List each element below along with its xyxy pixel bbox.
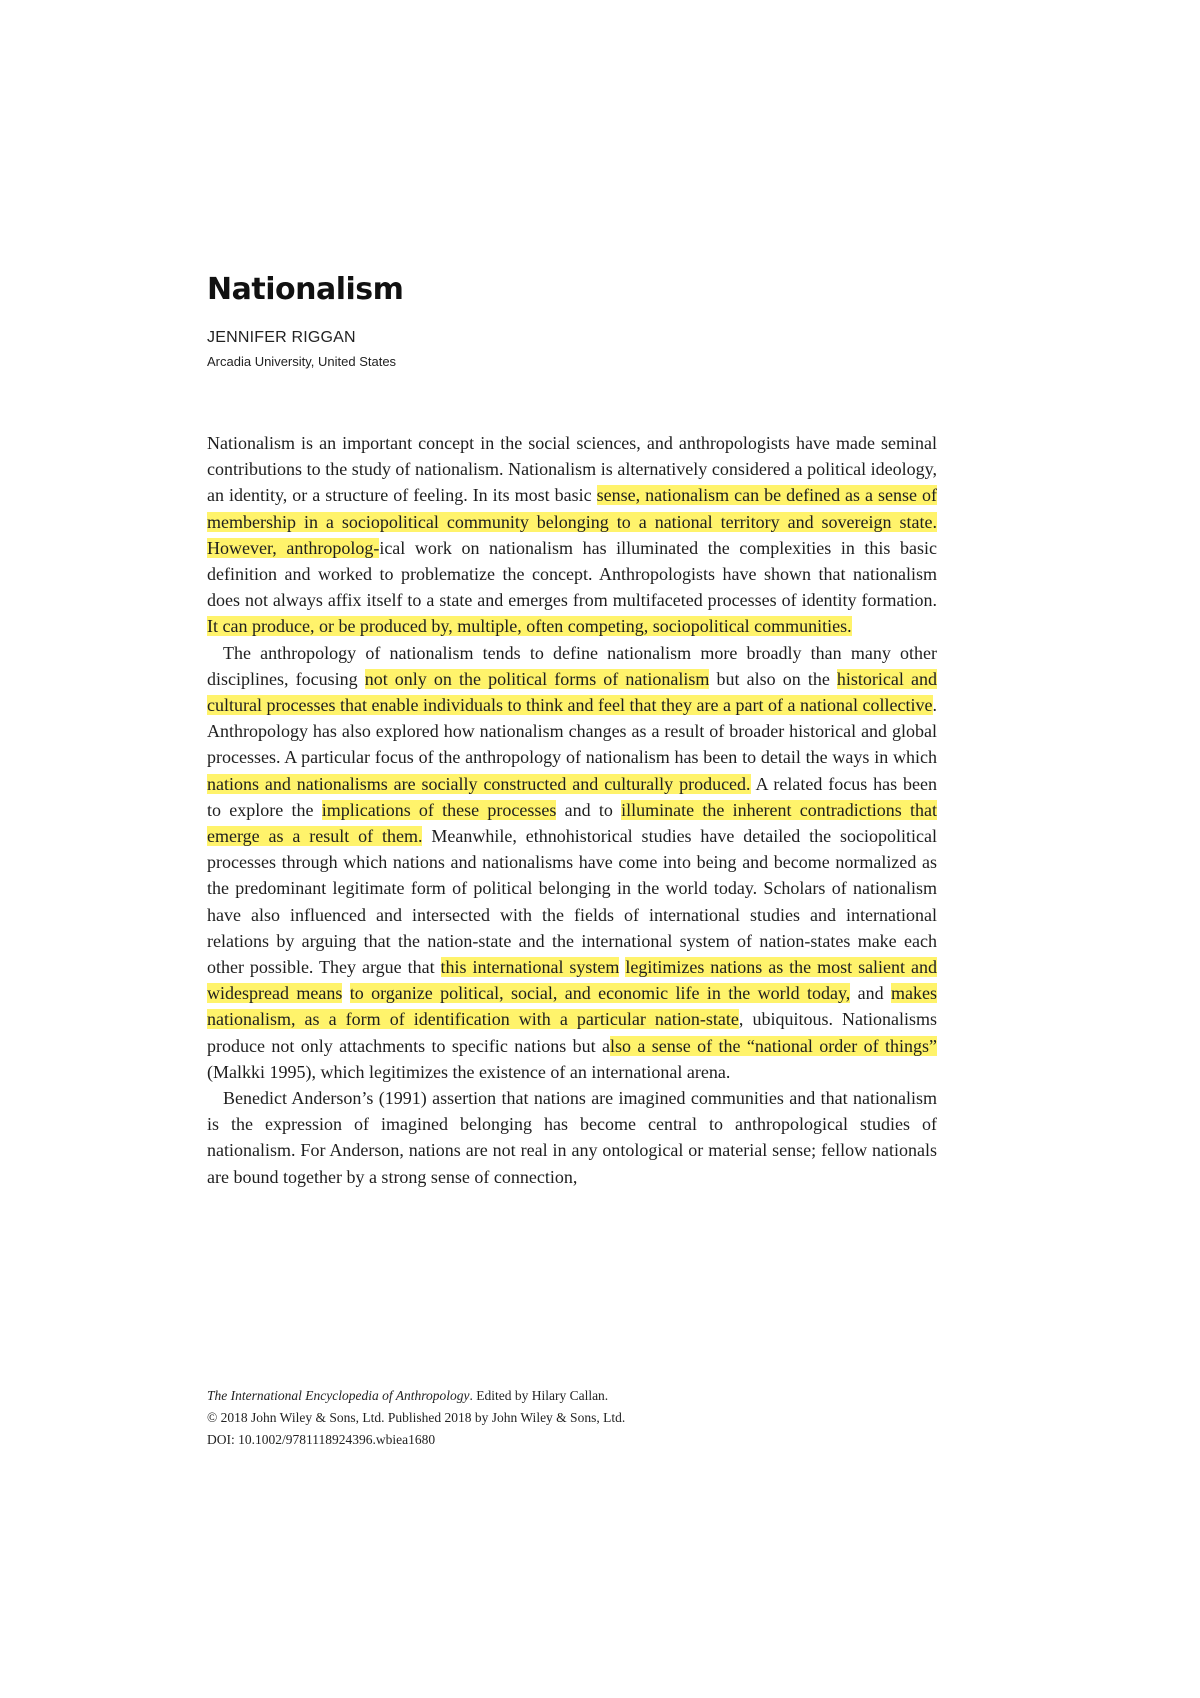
paragraph-text: A related focus has been to explore the	[207, 773, 937, 820]
paragraph-text: (Malkki 1995), which legitimizes the existence of an international arena.	[207, 1061, 731, 1082]
paragraph-text: . Anthropology has also explored how nationalism changes as a result of broader historical and global processes. A particular focus of the anthropology of nationalism has been to detail the ways in which	[207, 695, 937, 768]
paragraph-text: but also on the	[709, 668, 837, 689]
paragraph-text	[342, 983, 349, 1003]
highlighted-text: implications of these processes	[321, 799, 557, 820]
highlighted-text: nations and nationalisms are socially constructed and culturally produced.	[207, 773, 751, 794]
body-paragraph	[207, 640, 937, 1085]
book-title: The International Encyclopedia of Anthropology	[207, 1388, 470, 1403]
highlighted-text: lso a sense of the “national order of things”	[610, 1035, 937, 1056]
paragraph-text: The anthropology of nationalism tends to define nationalism more broadly than many other disciplines, focusing	[207, 642, 937, 689]
highlighted-text: It can produce, or be produced by, multiple, often competing, sociopolitical communities.	[207, 616, 852, 637]
highlighted-text: illuminate the inherent contradictions that emerge as a result of them.	[207, 799, 937, 847]
highlighted-text: sense, nationalism can be defined as a sense of membership in a sociopolitical community belonging to a national territory and sovereign state. However, anthropolog-	[207, 485, 938, 558]
body-paragraph	[207, 430, 937, 640]
paragraph-text: Nationalism is an important concept in the social sciences, and anthropologists have made seminal contributions to the study of nationalism. Nationalism is alternatively considered a political ideology, an identity, or a structure of feeling. In its most basic	[207, 433, 937, 506]
paragraph-text: , ubiquitous. Nationalisms produce not only attachments to specific nations but a	[207, 1009, 938, 1056]
highlighted-text: historical and cultural processes that enable individuals to think and feel that they are a part of a national collective	[207, 668, 937, 716]
paragraph-text: and to	[556, 799, 622, 820]
citation-line	[207, 1385, 937, 1407]
highlighted-text: legitimizes nations as the most salient and widespread means	[207, 957, 937, 1004]
highlighted-text: not only on the political forms of nationalism	[364, 668, 710, 689]
article-header	[207, 272, 937, 370]
author-name: JENNIFER RIGGAN	[207, 329, 356, 346]
highlighted-text: makes nationalism, as a form of identification with a particular nation-state	[207, 983, 937, 1030]
highlighted-text: to organize political, social, and economic life in the world today,	[349, 983, 851, 1004]
citation-footer	[207, 1385, 937, 1451]
article-title: Nationalism	[207, 272, 404, 307]
doi-line: DOI: 10.1002/9781118924396.wbiea1680	[207, 1432, 436, 1447]
author-affiliation: Arcadia University, United States	[207, 354, 397, 369]
paragraph-text: Meanwhile, ethnohistorical studies have detailed the sociopolitical processes through which nations and nationalisms have come into being and become normalized as the predominant legitimate form of political belonging in the world today. Scholars of nationalism have also influenced and intersected with the fields of international studies and international relations by arguing that the nation-state and the international system of nation-states make each other possible. They argue that	[207, 826, 937, 978]
paragraph-text: and	[850, 983, 892, 1004]
paragraph-text: Benedict Anderson’s (1991) assertion that nations are imagined communities and that nationalism is the expression of imagined belonging has become central to anthropological studies of nationalism. For Anderson, nations are not real in any ontological or material sense; fellow nationals are bound together by a strong sense of connection,	[207, 1088, 937, 1187]
editor-credit: . Edited by Hilary Callan.	[469, 1388, 609, 1403]
copyright-line: © 2018 John Wiley & Sons, Ltd. Published 2018 by John Wiley & Sons, Ltd.	[207, 1410, 626, 1425]
paragraph-text: ical work on nationalism has illuminated the complexities in this basic definition and worked to problematize the concept. Anthropologists have shown that nationalism does not always affix itself to a state and emerges from multifaceted processes of identity formation.	[207, 537, 937, 611]
article-body	[207, 430, 937, 1190]
highlighted-text: this international system	[440, 957, 620, 978]
body-paragraph	[207, 1085, 937, 1190]
